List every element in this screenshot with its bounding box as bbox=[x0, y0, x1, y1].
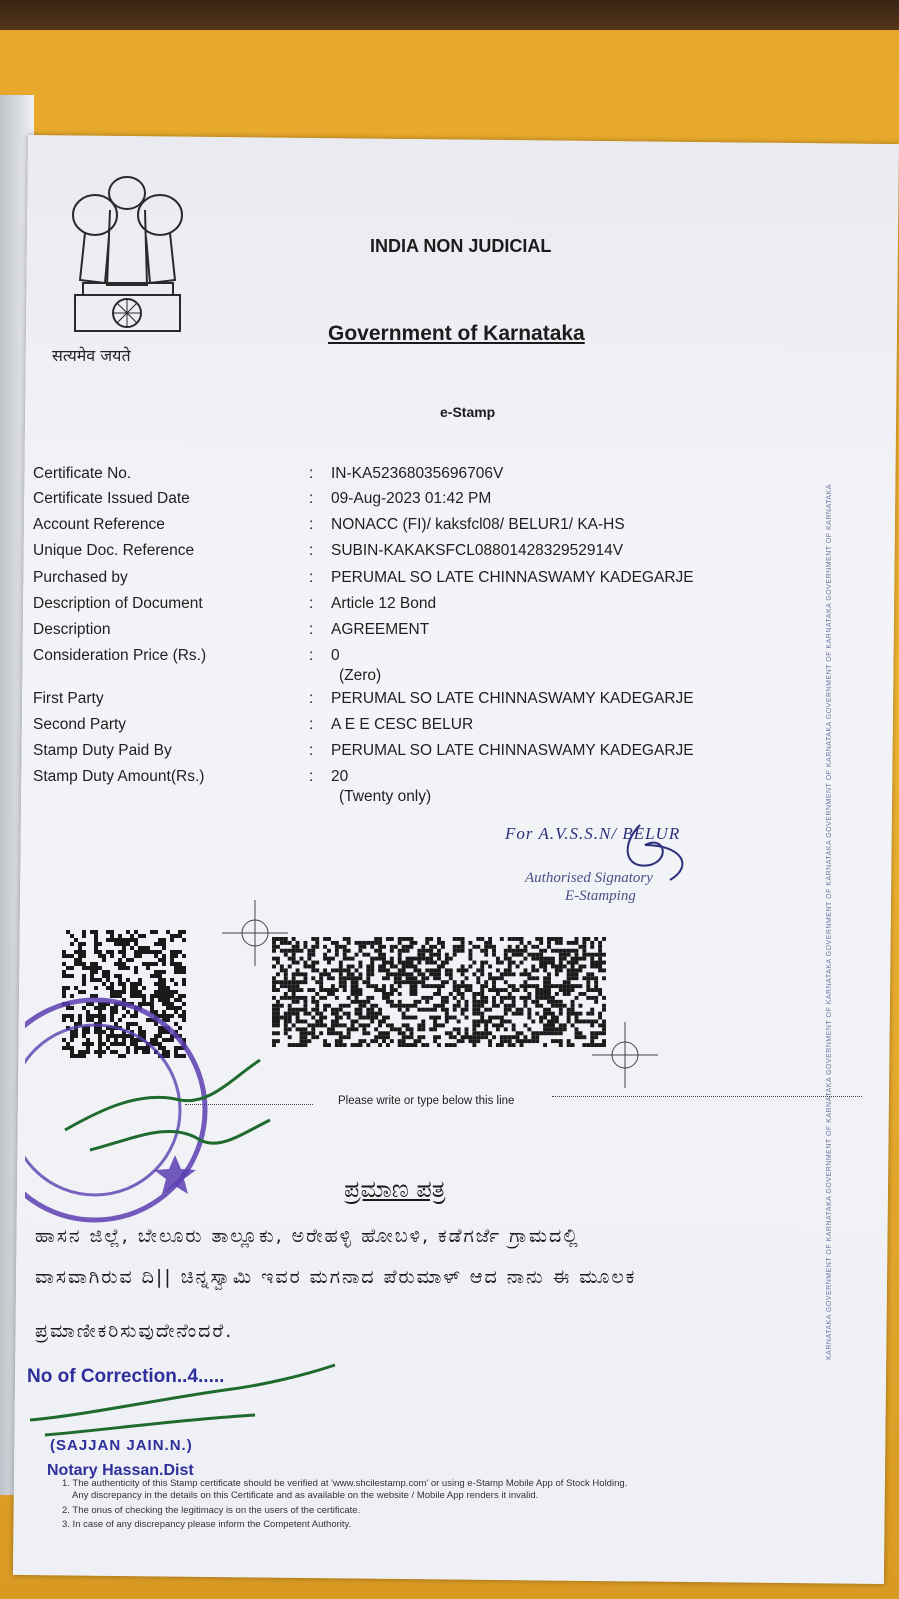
field-row bbox=[33, 742, 793, 766]
field-label: Second Party bbox=[33, 716, 127, 733]
field-value: 0 bbox=[331, 647, 340, 664]
field-value: AGREEMENT bbox=[331, 621, 430, 638]
field-colon: : bbox=[309, 768, 314, 785]
field-row bbox=[33, 716, 793, 740]
field-colon: : bbox=[309, 690, 314, 707]
field-label: Unique Doc. Reference bbox=[33, 542, 195, 559]
field-value: PERUMAL SO LATE CHINNASWAMY KADEGARJE bbox=[331, 690, 694, 707]
field-row bbox=[33, 465, 793, 489]
field-subvalue: (Twenty only) bbox=[339, 788, 432, 805]
heading-estamp: e-Stamp bbox=[440, 404, 496, 420]
notary-place: Notary Hassan.Dist bbox=[47, 1462, 194, 1479]
field-value: PERUMAL SO LATE CHINNASWAMY KADEGARJE bbox=[331, 742, 694, 759]
authorised-signatory: Authorised Signatory bbox=[525, 870, 653, 886]
authority-for-line: For A.V.S.S.N/ BELUR bbox=[505, 824, 681, 843]
field-value: A E E CESC BELUR bbox=[331, 716, 474, 733]
estamping-label: E-Stamping bbox=[565, 888, 636, 904]
emblem-motto: सत्यमेव जयते bbox=[52, 346, 131, 365]
field-colon: : bbox=[309, 742, 314, 759]
field-value: Article 12 Bond bbox=[331, 595, 437, 612]
field-value: SUBIN-KAKAKSFCL0880142832952914V bbox=[331, 542, 624, 559]
body-line: ವಾಸವಾಗಿರುವ ದಿ|| ಚಿನ್ನಸ್ವಾಮಿ ಇವರ ಮಗನಾದ ಪೆರುಮಾಳ್ ಆದ ನಾನು ಈ ಮೂಲಕ bbox=[35, 1266, 637, 1288]
field-colon: : bbox=[309, 647, 314, 664]
field-row bbox=[33, 595, 793, 619]
field-row bbox=[33, 542, 793, 566]
footnote: 3. In case of any discrepancy please inform the Competent Authority. bbox=[62, 1519, 352, 1530]
ashoka-emblem bbox=[65, 165, 190, 345]
field-row bbox=[33, 768, 793, 805]
authority-signature bbox=[600, 815, 720, 885]
certificate-title: ಪ್ರಮಾಣ ಪತ್ರ bbox=[344, 1175, 446, 1203]
write-line-right bbox=[552, 1096, 862, 1097]
registration-crosshair bbox=[592, 1022, 658, 1088]
heading-government: Government of Karnataka bbox=[328, 322, 585, 345]
field-label: Stamp Duty Amount(Rs.) bbox=[33, 768, 205, 785]
field-label: Description of Document bbox=[33, 595, 203, 612]
field-colon: : bbox=[309, 490, 314, 507]
field-colon: : bbox=[309, 465, 314, 482]
field-colon: : bbox=[309, 595, 314, 612]
field-label: First Party bbox=[33, 690, 104, 707]
field-label: Stamp Duty Paid By bbox=[33, 742, 172, 759]
field-subvalue: (Zero) bbox=[339, 667, 382, 684]
field-row bbox=[33, 516, 793, 540]
field-colon: : bbox=[309, 716, 314, 733]
footnote: 2. The onus of checking the legitimacy is on the users of the certificate. bbox=[62, 1505, 361, 1516]
field-value: 20 bbox=[331, 768, 349, 785]
footnote: Any discrepancy in the details on this Certificate and as available on the website / Mobile App renders it invalid. bbox=[72, 1490, 539, 1501]
field-value: PERUMAL SO LATE CHINNASWAMY KADEGARJE bbox=[331, 569, 694, 586]
field-colon: : bbox=[309, 621, 314, 638]
field-label: Description bbox=[33, 621, 111, 638]
field-row bbox=[33, 490, 793, 514]
field-row bbox=[33, 647, 793, 684]
notary-signature bbox=[60, 1050, 280, 1190]
field-colon: : bbox=[309, 542, 314, 559]
side-microtext: KARNATAKA GOVERNMENT OF KARNATAKA GOVERNMENT OF KARNATAKA GOVERNMENT OF KARNATAKA GOVERNMENT OF KARNATAKA GOVERNMENT OF KARNATAKA GOVERNMENT OF KARNATAKA GOVERNMENT OF KARNATAKA bbox=[826, 484, 833, 1360]
registration-crosshair bbox=[222, 900, 288, 966]
write-below-line-label: Please write or type below this line bbox=[338, 1095, 515, 1107]
heading-india-non-judicial: INDIA NON JUDICIAL bbox=[370, 236, 552, 256]
field-value: 09-Aug-2023 01:42 PM bbox=[331, 490, 492, 507]
body-line: ಪ್ರಮಾಣೀಕರಿಸುವುದೇನೆಂದರೆ. bbox=[35, 1320, 234, 1342]
field-colon: : bbox=[309, 516, 314, 533]
field-value: IN-KA52368035696706V bbox=[331, 465, 504, 482]
field-colon: : bbox=[309, 569, 314, 586]
correction-count: No of Correction..4..... bbox=[27, 1366, 225, 1387]
2d-barcode bbox=[270, 937, 608, 1047]
field-label: Certificate No. bbox=[33, 465, 132, 482]
notary-name: (SAJJAN JAIN.N.) bbox=[50, 1437, 193, 1454]
field-row bbox=[33, 621, 793, 645]
field-label: Purchased by bbox=[33, 569, 128, 586]
field-row bbox=[33, 690, 793, 714]
field-label: Consideration Price (Rs.) bbox=[33, 647, 207, 664]
field-row bbox=[33, 569, 793, 593]
field-label: Account Reference bbox=[33, 516, 165, 533]
field-value: NONACC (FI)/ kaksfcl08/ BELUR1/ KA-HS bbox=[331, 516, 625, 533]
field-label: Certificate Issued Date bbox=[33, 490, 190, 507]
body-line: ಹಾಸನ ಜಿಲ್ಲೆ, ಬೇಲೂರು ತಾಲ್ಲೂಕು, ಅರೇಹಳ್ಳಿ ಹೋಬಳಿ, ಕಡೆಗರ್ಜೆ ಗ್ರಾಮದಲ್ಲಿ bbox=[35, 1225, 580, 1247]
footnote: 1. The authenticity of this Stamp certificate should be verified at 'www.shcilestamp.com' or using e-Stamp Mobile App of Stock Holding. bbox=[62, 1478, 628, 1489]
